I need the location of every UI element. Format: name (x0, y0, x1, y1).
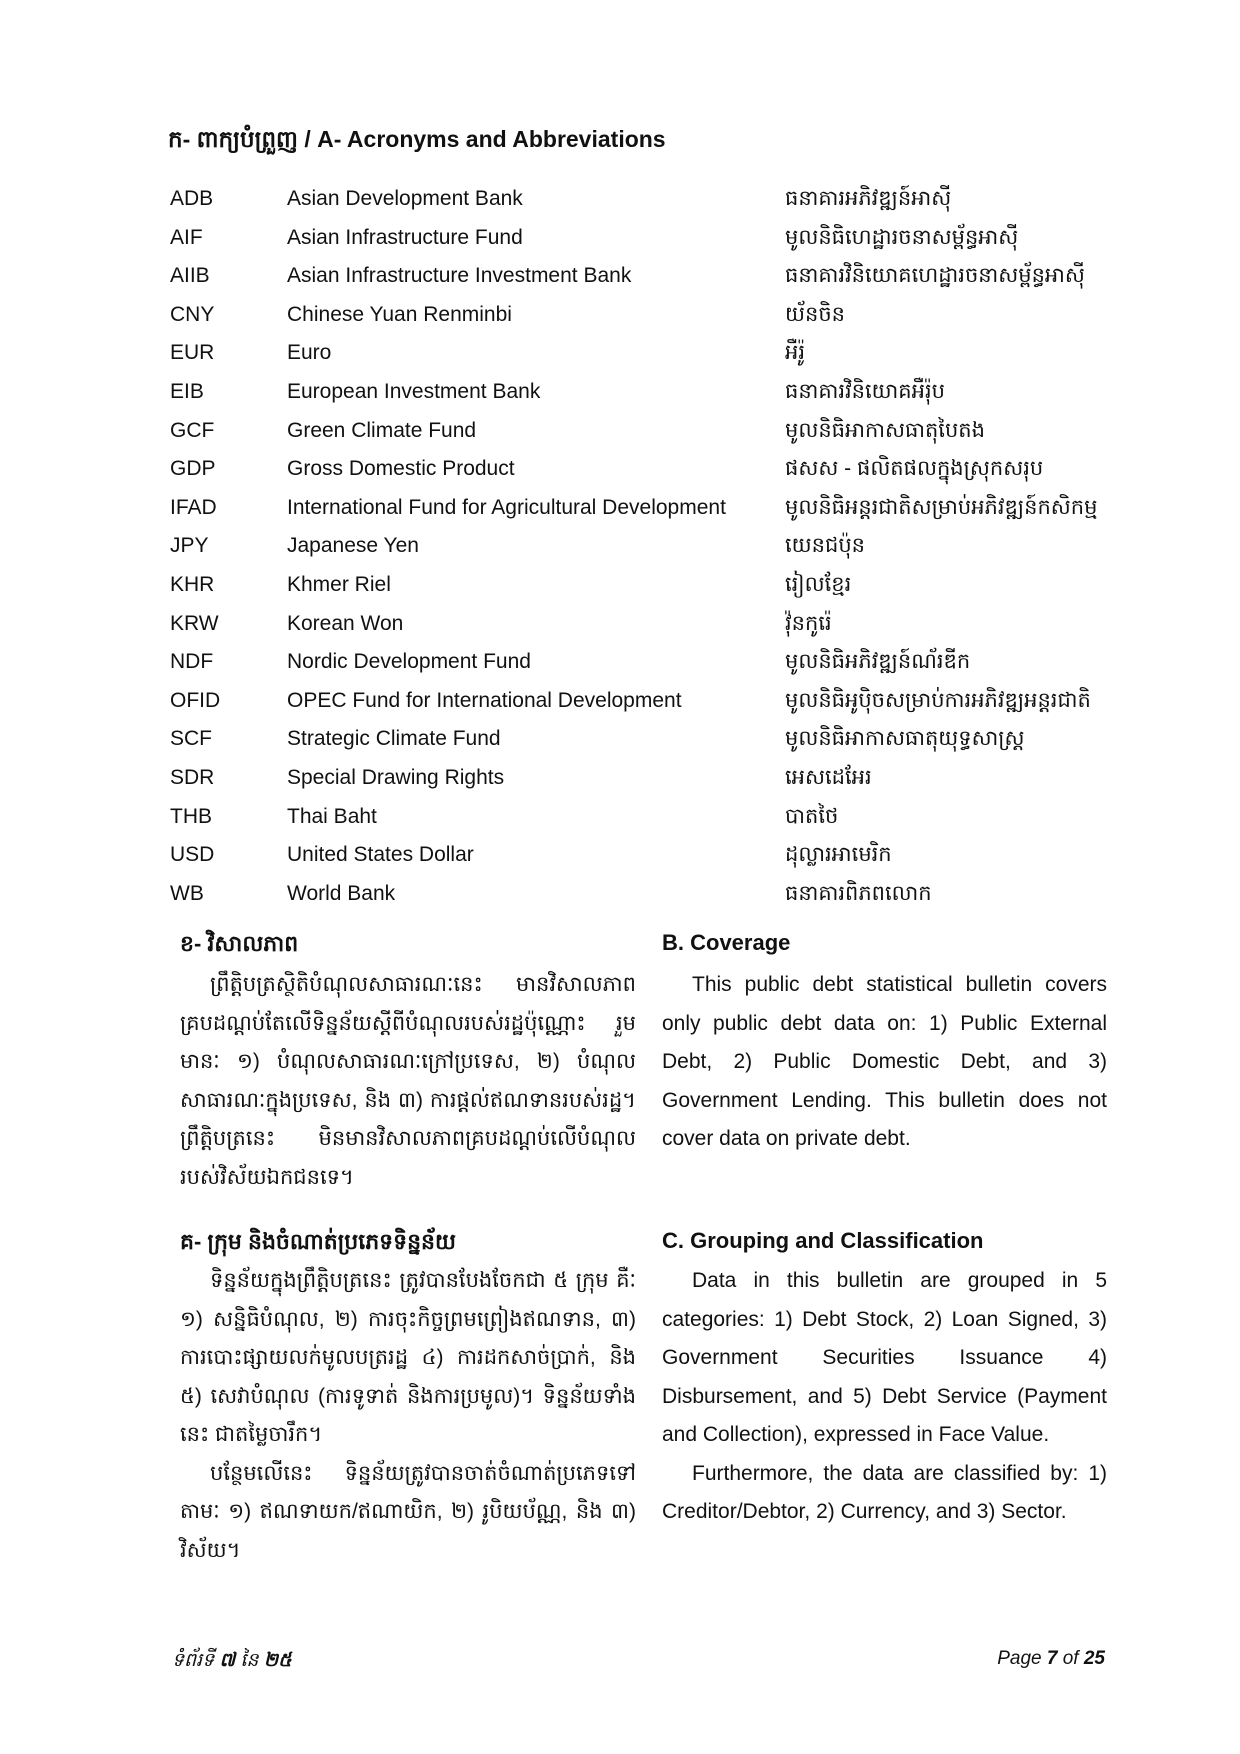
section-c-heading-khmer: គ- ក្រុម និងចំណាត់ប្រភេទទិន្នន័យ (180, 1229, 456, 1254)
footer-english-mid: of (1057, 1648, 1084, 1669)
english-name-cell: Japanese Yen (287, 534, 419, 558)
english-name-cell: United States Dollar (287, 843, 474, 867)
section-c-khmer-paragraph-2: បន្ថែមលើនេះ ទិន្នន័យត្រូវបានចាត់ចំណាត់ប្រភេទទៅតាមៈ ១) ឥណទាយក/ឥណាយិក, ២) រូបិយប័ណ្ណ, និង ៣) វិស័យ។ (180, 1461, 636, 1562)
section-b-heading-english: B. Coverage (662, 930, 791, 955)
english-name-cell: Strategic Climate Fund (287, 727, 501, 751)
khmer-name-cell: មូលនិធិអាកាសធាតុបៃតង (785, 418, 985, 442)
table-row (170, 759, 1110, 798)
khmer-name-cell: មូលនិធិអូប៉ិចសម្រាប់ការអភិវឌ្ឍអន្តរជាតិ (785, 688, 1091, 712)
heading-separator: / (297, 126, 318, 152)
khmer-name-cell: ធនាគារពិភពលោក (785, 881, 932, 905)
table-row (170, 720, 1110, 759)
footer-english-total-pages: 25 (1083, 1648, 1105, 1669)
english-name-cell: Asian Development Bank (287, 187, 523, 210)
khmer-name-cell: វ៉ុនកូរ៉េ (785, 611, 832, 635)
section-b-heading-khmer: ខ- វិសាលភាព (180, 931, 299, 956)
english-name-cell: Asian Infrastructure Fund (287, 225, 523, 249)
acronym-cell: SCF (170, 727, 212, 751)
khmer-name-cell: មូលនិធិអាកាសធាតុយុទ្ធសាស្ត្រ (785, 727, 1025, 751)
table-row (170, 334, 1110, 373)
section-c-body-english (662, 1262, 1107, 1532)
section-a-heading-khmer: ក- ពាក្យបំព្រួញ (168, 126, 298, 152)
section-b-body-khmer: ព្រឹត្តិបត្រស្ថិតិបំណុលសាធារណៈនេះ មានវិសាលភាពគ្របដណ្តប់តែលើទិន្នន័យស្តីពីបំណុលរបស់រដ្ឋប៉ុណ្ណោះ រួមមានៈ ១) បំណុលសាធារណៈក្រៅប្រទេស, ២) បំណុលសាធារណៈក្នុងប្រទេស, និង ៣) ការផ្តល់ឥណទានរបស់រដ្ឋ។ ព្រឹត្តិបត្រនេះ មិនមានវិសាលភាពគ្របដណ្តប់លើបំណុលរបស់វិស័យឯកជនទេ។ (180, 973, 636, 1189)
acronym-cell: KHR (170, 572, 215, 596)
english-name-cell: World Bank (287, 881, 396, 905)
khmer-name-cell: ធនាគារវិនិយោគអឺរ៉ុប (785, 379, 945, 403)
table-row (170, 643, 1110, 682)
english-name-cell: Gross Domestic Product (287, 457, 515, 481)
section-a-heading (168, 126, 666, 159)
english-name-cell: Khmer Riel (287, 572, 391, 596)
table-row (170, 682, 1110, 721)
khmer-name-cell: ផសស - ផលិតផលក្នុងស្រុកសរុប (785, 457, 1044, 481)
section-b-body-english: This public debt statistical bulletin covers only public debt data on: 1) Public External Debt, 2) Public Domestic Debt, and 3) Government Lending. This bulletin does not cover data on private debt. (662, 973, 1107, 1150)
table-row (170, 450, 1110, 489)
page-footer (172, 1648, 1105, 1676)
acronym-cell: GCF (170, 418, 215, 442)
footer-page-number-khmer (172, 1648, 292, 1676)
english-name-cell: Euro (287, 341, 332, 365)
section-a-heading-english: A- Acronyms and Abbreviations (317, 126, 666, 152)
acronym-cell: JPY (170, 534, 209, 558)
table-row (170, 836, 1110, 875)
khmer-name-cell: មូលនិធិអភិវឌ្ឍន៍ណ័រឌីក (785, 650, 971, 674)
acronym-cell: USD (170, 843, 215, 867)
acronym-cell: SDR (170, 765, 215, 789)
table-row (170, 798, 1110, 837)
table-row (170, 412, 1110, 451)
english-name-cell: Chinese Yuan Renminbi (287, 302, 512, 326)
section-c-khmer-paragraph-1: ទិន្នន័យក្នុងព្រឹត្តិបត្រនេះ ត្រូវបានបែងចែកជា ៥ ក្រុម គឺៈ ១) សន្និធិបំណុល, ២) ការចុះកិច្ចព្រមព្រៀងឥណទាន, ៣) ការបោះផ្សាយលក់មូលបត្ររដ្ឋ ៤) ការដកសាច់ប្រាក់, និង ៥) សេវាបំណុល (ការទូទាត់ និងការប្រមូល)។ ទិន្នន័យទាំងនេះ ជាតម្លៃចារឹក។ (180, 1269, 636, 1446)
table-row (170, 566, 1110, 605)
english-name-cell: International Fund for Agricultural Development (287, 495, 726, 519)
acronym-cell: WB (170, 881, 204, 905)
footer-english-prefix: Page (997, 1648, 1047, 1669)
khmer-name-cell: អឺរ៉ូ (785, 341, 805, 365)
table-row (170, 180, 1110, 219)
acronym-cell: KRW (170, 611, 219, 635)
footer-khmer-mid: នៃ (235, 1650, 264, 1671)
section-c-english-paragraph-1: Data in this bulletin are grouped in 5 categories: 1) Debt Stock, 2) Loan Signed, 3) Government Securities Issuance 4) Disbursement, and 5) Debt Service (Payment and Collection), expressed in Face Value. (662, 1269, 1107, 1446)
table-row (170, 605, 1110, 644)
acronym-cell: AIF (170, 225, 203, 249)
footer-khmer-prefix: ទំព័រទី (172, 1650, 220, 1671)
footer-khmer-page-number: ៧ (219, 1650, 236, 1671)
khmer-name-cell: ធនាគារវិនិយោគហេដ្ឋារចនាសម្ព័ន្ធអាស៊ី (785, 264, 1085, 288)
khmer-name-cell: រៀលខ្មែរ (785, 572, 852, 596)
table-row (170, 219, 1110, 258)
english-name-cell: OPEC Fund for International Development (287, 688, 682, 712)
acronym-cell: ADB (170, 187, 214, 210)
acronym-cell: IFAD (170, 495, 217, 519)
khmer-name-cell: មូលនិធិហេដ្ឋារចនាសម្ព័ន្ធអាស៊ី (785, 225, 1019, 249)
acronym-cell: AIIB (170, 264, 210, 288)
khmer-name-cell: បាតថៃ (785, 804, 839, 828)
english-name-cell: Green Climate Fund (287, 418, 477, 442)
english-name-cell: Asian Infrastructure Investment Bank (287, 264, 632, 288)
acronym-cell: NDF (170, 650, 214, 674)
english-name-cell: Special Drawing Rights (287, 765, 505, 789)
khmer-name-cell: យ័នចិន (785, 302, 845, 326)
acronym-cell: EIB (170, 379, 204, 403)
khmer-name-cell: ធនាគារអភិវឌ្ឍន៍អាស៊ី (785, 187, 952, 210)
section-c-english-paragraph-2: Furthermore, the data are classified by: 1) Creditor/Debtor, 2) Currency, and 3) Sector. (662, 1461, 1107, 1523)
footer-khmer-total-pages: ២៥ (263, 1650, 292, 1671)
khmer-name-cell: យេនជប៉ុន (785, 534, 865, 558)
table-row (170, 257, 1110, 296)
table-row (170, 875, 1110, 914)
khmer-name-cell: អេសដេអែរ (785, 765, 872, 789)
section-c-heading-english: C. Grouping and Classification (662, 1228, 984, 1253)
english-name-cell: Nordic Development Fund (287, 650, 531, 674)
table-row (170, 527, 1110, 566)
acronym-cell: EUR (170, 341, 215, 365)
khmer-name-cell: មូលនិធិអន្តរជាតិសម្រាប់អភិវឌ្ឍន៍កសិកម្ម (785, 495, 1098, 519)
footer-english-page-number: 7 (1046, 1648, 1058, 1669)
english-name-cell: Korean Won (287, 611, 404, 635)
acronym-table (170, 180, 1110, 913)
acronym-cell: GDP (170, 457, 216, 481)
section-c-body-khmer (180, 1262, 636, 1570)
table-row (170, 489, 1110, 528)
english-name-cell: Thai Baht (287, 804, 377, 828)
khmer-name-cell: ដុល្លារអាមេរិក (785, 843, 892, 867)
acronym-cell: OFID (170, 688, 221, 712)
footer-page-number-english (997, 1648, 1105, 1676)
english-name-cell: European Investment Bank (287, 379, 541, 403)
acronym-cell: THB (170, 804, 212, 828)
table-row (170, 296, 1110, 335)
table-row (170, 373, 1110, 412)
acronym-cell: CNY (170, 302, 215, 326)
